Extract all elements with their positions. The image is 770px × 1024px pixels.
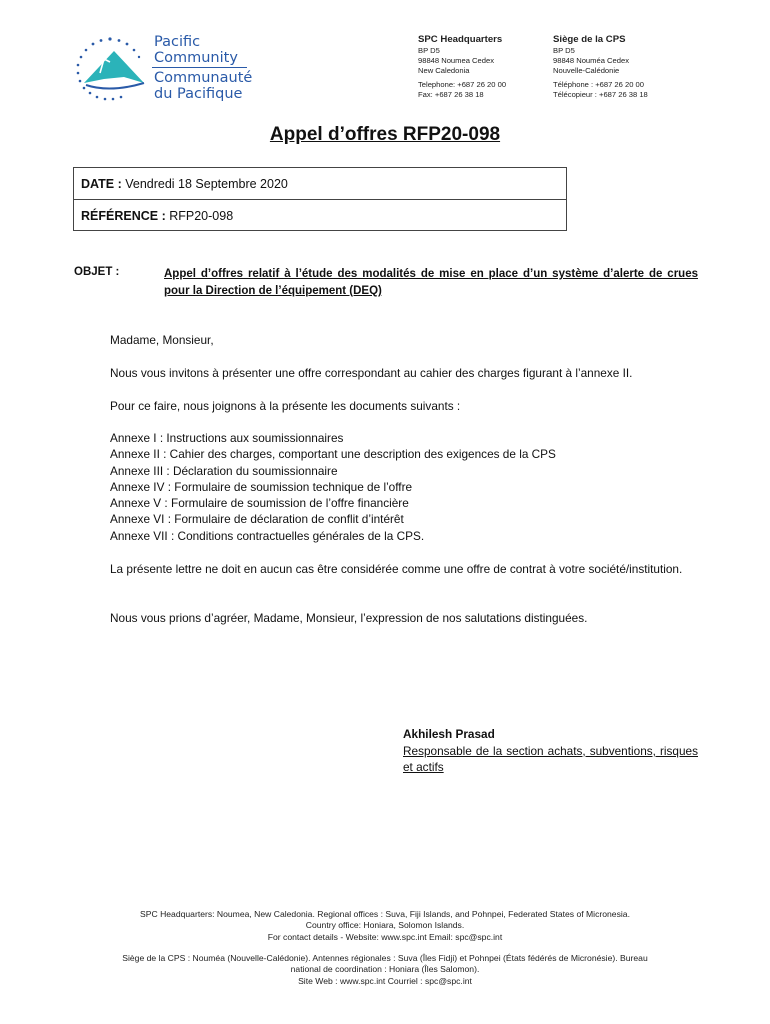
hq-line: BP D5 [553,46,575,55]
info-table [73,167,567,231]
annex-item: Annexe IV : Formulaire de soumission technique de l’offre [110,479,413,494]
logo-line: Communauté [154,70,253,86]
hq-line: BP D5 [418,46,440,55]
hq-line: Téléphone : +687 26 20 00 [553,79,644,89]
paragraph-closing: Nous vous prions d’agréer, Madame, Monsieur, l’expression de nos salutations distinguées. [110,611,588,625]
logo-line: du Pacifique [154,86,243,102]
hq-line: 98848 Nouméa Cedex [553,56,629,66]
hq-line: Télécopieur : +687 26 38 18 [553,89,648,99]
annex-item: Annexe V : Formulaire de soumission de l’offre financière [110,496,409,511]
hq-address-french [553,34,693,100]
annex-item: Annexe I : Instructions aux soumissionnaires [110,431,344,445]
logo-divider [152,67,247,68]
footer-line: SPC Headquarters: Noumea, New Caledonia. Regional offices : Suva, Fiji Islands, and Pohnpei, Federated States of Micronesia. [140,909,630,919]
signatory-name: Akhilesh Prasad [403,727,495,741]
salutation: Madame, Monsieur, [110,333,214,347]
annex-list [110,430,698,544]
date-row [74,168,566,200]
footer-french [0,953,770,987]
annex-item: Annexe II : Cahier des charges, comportant une description des exigences de la CPS [110,447,556,462]
annex-item: Annexe VII : Conditions contractuelles générales de la CPS. [110,528,425,543]
hq-line: Nouvelle-Calédonie [553,66,620,76]
date-label: DATE : [81,177,122,191]
logo-text-english [154,34,238,66]
logo-sail-shape [84,51,144,83]
footer-line: Country office: Honiara, Solomon Islands. [305,920,465,931]
hq-line: Fax: +687 26 38 18 [418,89,484,99]
hq-title: Siège de la CPS [553,34,626,45]
hq-title: SPC Headquarters [418,34,503,45]
paragraph-disclaimer: La présente lettre ne doit en aucun cas être considérée comme une offre de contrat à votre société/institution. [110,562,683,576]
paragraph-documents-intro: Pour ce faire, nous joignons à la présente les documents suivants : [110,399,461,413]
annex-item: Annexe III : Déclaration du soumissionnaire [110,463,338,478]
reference-row [74,200,566,232]
logo-line: Community [154,50,238,66]
hq-line: Telephone: +687 26 20 00 [418,79,507,89]
date-value: Vendredi 18 Septembre 2020 [125,177,288,191]
hq-line: New Caledonia [418,66,470,76]
signatory-role: Responsable de la section achats, subventions, risques et actifs [403,744,698,774]
logo-line: Pacific [154,34,201,50]
logo-text-french [154,70,252,102]
spc-logo-emblem-icon [70,33,150,103]
footer-line: Siège de la CPS : Nouméa (Nouvelle-Calédonie). Antennes régionales : Suva (Îles Fidji) et Pohnpei (États fédérés de Micronésie). Bureau [122,953,648,963]
footer-line: For contact details - Website: www.spc.int Email: spc@spc.int [267,931,503,942]
reference-label: RÉFÉRENCE : [81,209,166,223]
footer-line: Site Web : www.spc.int Courriel : spc@spc.int [298,975,472,986]
footer-line: national de coordination : Honiara (Îles Salomon). [290,964,480,975]
footer-english [0,909,770,943]
annex-item: Annexe VI : Formulaire de déclaration de conflit d’intérêt [110,512,404,527]
document-title: Appel d’offres RFP20-098 [269,124,501,145]
hq-line: 98848 Noumea Cedex [418,56,494,66]
objet-text: Appel d’offres relatif à l’étude des modalités de mise en place d’un système d’alerte de crues pour la Direction de l’équipement (DEQ) [164,268,698,297]
reference-value: RFP20-098 [169,209,234,223]
paragraph-invitation: Nous vous invitons à présenter une offre correspondant au cahier des charges figurant à l’annexe II. [110,366,633,380]
hq-address-english [418,34,548,100]
objet-label: OBJET : [74,266,120,278]
